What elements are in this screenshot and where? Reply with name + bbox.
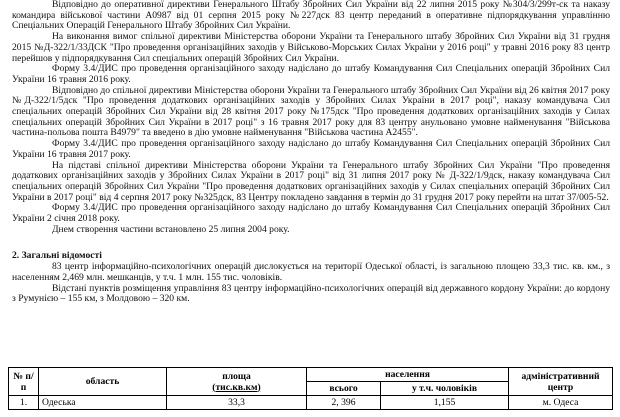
- paragraph-6: На підставі спільної директиви Міністерства оборони України та Генерального штабу Збройних Сил України "Про проведення додаткових організаційних заходів у Збройних Силах України в 2017 році" від 31 липня 2017 року № Д-322/1/9дск, наказу командувача Сил спеціальних операцій Збройних Сил України "Про проведення додаткових організаційних заходів у Силах спеціальних операцій Збройних Сил України в 2017 році" від 4 серпня 2017 року №325дск, 83 Центру покладено завдання в термін до 31 грудня 2017 року перейти на штат 37/005-52.: [12, 159, 610, 203]
- header-region: область: [39, 368, 167, 396]
- section-paragraph-2: Відстані пунктів розміщення управління 83 центру інформаційно-психологічних операцій від державного кордону України: до кордону з Румунією – 155 км, з Молдовою – 320 км.: [12, 282, 610, 305]
- paragraph-8: Днем створення частини встановлено 25 липня 2004 року.: [52, 223, 290, 235]
- header-area-unit: (тис.кв.км): [212, 381, 261, 393]
- header-total: всього: [307, 382, 381, 396]
- region-table-wrapper: [8, 367, 612, 410]
- region-table: [8, 367, 613, 410]
- paragraph-2: На виконання вимог спільної директиви Міністерства оборони України та Генерального штабу Збройних Сил України від 31 грудня 2015 №Д-322/1/33ДСК "Про проведення організаційних заходів у Військово-Морських Силах України у 2016 році" у травні 2016 року 83 центр перейшов у підпорядкування Сил спеціальних операцій Збройних Сил України.: [12, 31, 610, 64]
- section-paragraph-1: 83 центр інформаційно-психологічних операцій дислокується на території Одеської області, із загальною площею 33,3 тис. кв. км., з населенням 2,469 млн. мешканців, у т.ч. 1 млн. 155 тис. чоловіків.: [12, 261, 610, 283]
- paragraph-7: Форму 3.4/ДИС про проведення організаційного заходу надіслано до штабу Командування Сил Спеціальних операцій Збройних Сил України 2 січня 2018 року.: [12, 202, 610, 225]
- paragraph-1: Відповідно до оперативної директиви Генерального Штабу Збройних Сил України від 22 липня 2015 року №304/3/299т-ск та наказу командира військової частини А0987 від 01 серпня 2015 року №227дск 83 центр переданий в оперативне підпорядкування управлінню Спеціальних Операцій Генерального Штабу Збройних Сил України.: [12, 0, 610, 32]
- cell-num: 1.: [9, 396, 39, 410]
- header-men: у т.ч. чоловіків: [381, 382, 509, 396]
- header-area-label: площа: [222, 370, 251, 382]
- header-center: адміністративний центр: [509, 368, 613, 396]
- paragraph-4: Відповідно до спільної директиви Міністерства оборони України та Генерального штабу Збройних Сил України від 26 квітня 2017 року №Д-322/1/5дск "Про проведення додаткових організаційних заходів у Збройних Силах України в 2017 році", наказу командувача Сил спеціальних операцій Збройних Сил України від 28 квітня 2017 року №175дск "Про проведення додаткових організаційних заходів у Силах спеціальних операцій Збройних Сил України в 2017 році" з 16 травня 2017 року для 83 центру анульовано умовне найменування "Військова частина-польова пошта В4979" та введено в дію умовне найменування "Військова частина А2455".: [12, 84, 610, 139]
- header-area: [167, 368, 307, 396]
- cell-total: 2, 396: [307, 396, 381, 410]
- section-title: 2. Загальні відомості: [12, 250, 102, 262]
- header-num: № п/п: [9, 368, 39, 396]
- cell-center: м. Одеса: [509, 396, 613, 410]
- cell-region: Одеська: [39, 396, 167, 410]
- cell-men: 1,155: [381, 396, 509, 410]
- paragraph-5: Форму 3.4/ДИС про проведення організаційного заходу надіслано до штабу Командування Сил Спеціальних операцій Збройних Сил України 16 травня 2017 року.: [12, 138, 610, 160]
- table-row: [9, 396, 613, 410]
- header-population: населення: [307, 368, 509, 382]
- paragraph-3: Форму 3.4/ДИС про проведення організаційного заходу надіслано до штабу Командування Сил Спеціальних операцій Збройних Сил України 16 травня 2016 року.: [12, 63, 610, 85]
- cell-area: 33,3: [167, 396, 307, 410]
